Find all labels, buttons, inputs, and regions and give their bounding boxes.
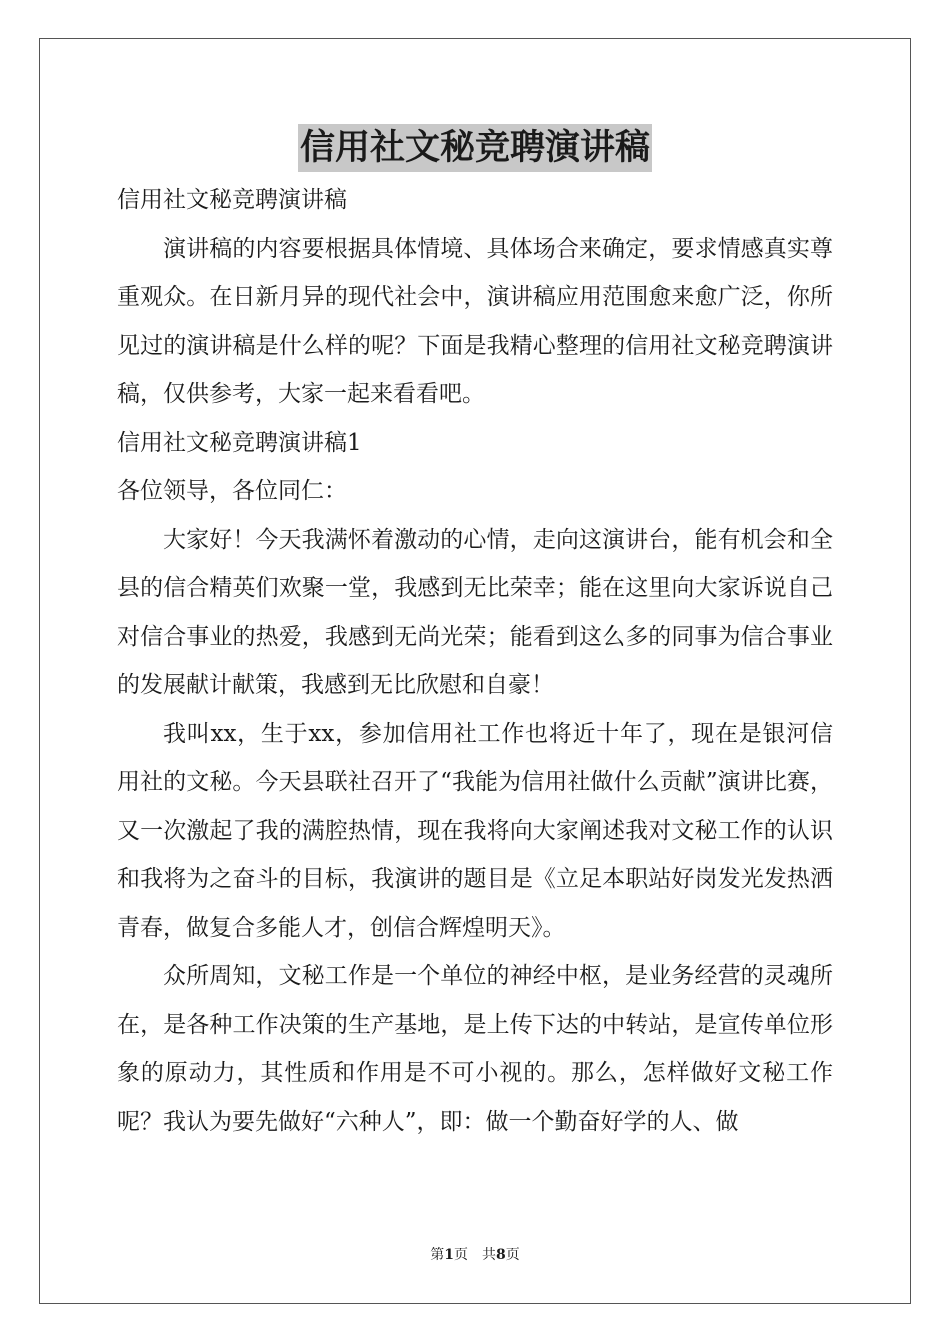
page-footer [0,1245,950,1265]
total-pages: 8 [496,1247,506,1263]
total-suffix: 页 [505,1247,520,1263]
intro-paragraph: 演讲稿的内容要根据具体情境、具体场合来确定，要求情感真实尊重观众。在日新月异的现代社会中，演讲稿应用范围愈来愈广泛，你所见过的演讲稿是什么样的呢？下面是我精心整理的信用社文秘竞聘演讲稿，仅供参考，大家一起来看看吧。 [117,235,833,407]
page-number: 1 [444,1247,454,1263]
section-heading: 信用社文秘竞聘演讲稿1 [117,429,362,456]
page-suffix: 页 [454,1247,468,1263]
total-prefix: 共 [482,1247,496,1263]
greeting-line: 各位领导，各位同仁： [117,478,347,504]
document-body [117,176,833,1146]
body-paragraph: 我叫xx，生于xx，参加信用社工作也将近十年了，现在是银河信用社的文秘。今天县联社召开了“我能为信用社做什么贡献”演讲比赛，又一次激起了我的满腔热情，现在我将向大家阐述我对文秘工作的认识和我将为之奋斗的目标，我演讲的题目是《立足本职站好岗发光发热洒青春，做复合多能人才，创信合辉煌明天》。 [117,720,833,941]
body-paragraph: 众所周知，文秘工作是一个单位的神经中枢，是业务经营的灵魂所在，是各种工作决策的生产基地，是上传下达的中转站，是宣传单位形象的原动力，其性质和作用是不可小视的。那么，怎样做好文秘工作呢？我认为要先做好“六种人”，即：做一个勤奋好学的人、做 [117,963,833,1135]
document-subtitle: 信用社文秘竞聘演讲稿 [117,187,347,213]
page-prefix: 第 [430,1247,445,1263]
body-paragraph: 大家好！今天我满怀着激动的心情，走向这演讲台，能有机会和全县的信合精英们欢聚一堂，我感到无比荣幸；能在这里向大家诉说自己对信合事业的热爱，我感到无尚光荣；能看到这么多的同事为信合事业的发展献计献策，我感到无比欣慰和自豪！ [117,526,833,698]
document-title: 信用社文秘竞聘演讲稿 [298,124,652,172]
title-block [0,124,950,172]
